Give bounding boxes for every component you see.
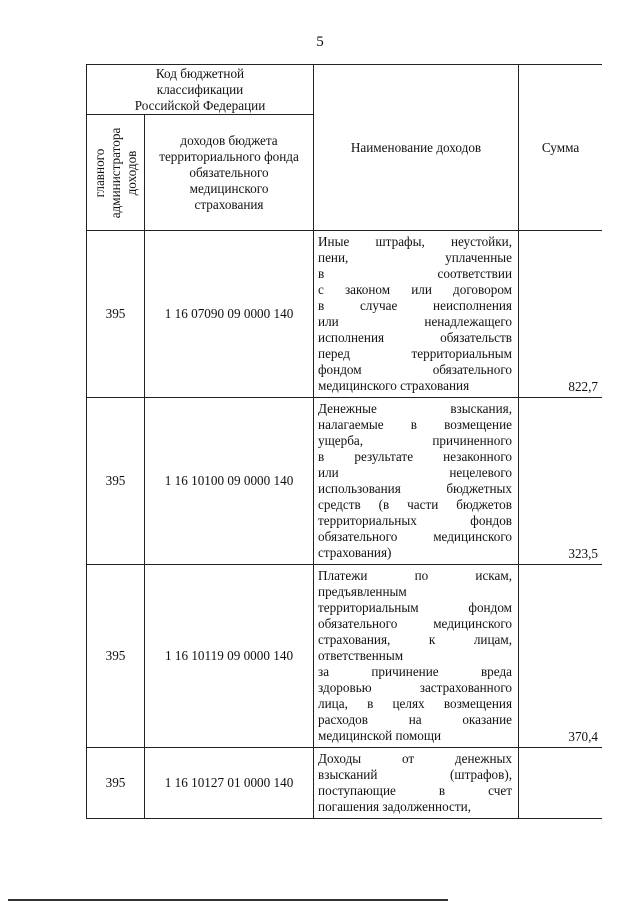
table-row — [87, 565, 603, 748]
income-name-line: пени, уплаченные — [318, 250, 513, 265]
page-number: 5 — [316, 34, 324, 50]
admin-code-cell: 395 — [87, 565, 145, 748]
income-name-line: исполнения обязательств — [318, 330, 513, 345]
income-name-line: или ненадлежащего — [318, 314, 513, 329]
income-code-header-line: медицинского — [189, 180, 269, 196]
budget-header-line: Российской Федерации — [134, 98, 266, 113]
income-name-line: Иные штрафы, неустойки, — [318, 234, 513, 249]
income-name-line: обязательного медицинского — [318, 616, 513, 631]
income-name-line: поступающие в счет — [318, 783, 513, 798]
income-name-line: взысканий (штрафов), — [318, 767, 513, 782]
income-name-cell — [314, 398, 519, 565]
revenue-table — [86, 64, 602, 819]
admin-code-cell: 395 — [87, 398, 145, 565]
income-name-line: с законом или договором — [318, 282, 513, 297]
income-name-line: за причинение вреда — [318, 664, 513, 679]
income-name-line: обязательного медицинского — [318, 529, 513, 544]
income-name-line: средств (в части бюджетов — [318, 497, 513, 512]
income-name-line: использования бюджетных — [318, 481, 513, 496]
revenue-table-container — [86, 64, 602, 838]
budget-header-line: Код бюджетной — [155, 66, 245, 81]
sum-cell: 323,5 — [519, 398, 602, 565]
income-name-line: в соответствии — [318, 266, 513, 281]
income-name-line: медицинского страхования — [318, 378, 470, 393]
sum-cell: 370,4 — [519, 565, 602, 748]
income-name-line: фондом обязательного — [318, 362, 513, 377]
income-code-header-line: территориального фонда — [159, 148, 299, 164]
income-code-cell: 1 16 10127 01 0000 140 — [145, 748, 314, 819]
admin-code-header — [87, 115, 145, 231]
income-code-header — [145, 115, 314, 231]
table-row — [87, 231, 603, 398]
admin-header-rotated — [92, 127, 140, 218]
budget-header-line: классификации — [156, 82, 244, 97]
income-name-line: медицинской помощи — [318, 728, 442, 743]
sum-header: Сумма — [519, 65, 602, 231]
income-name-header: Наименование доходов — [314, 65, 519, 231]
income-code-header-line: страхования — [194, 196, 264, 212]
income-name-line: лица, в целях возмещения — [318, 696, 513, 711]
admin-code-cell: 395 — [87, 748, 145, 819]
income-name-line: Денежные взыскания, — [318, 401, 513, 416]
income-name-line: предъявленным — [318, 584, 407, 599]
income-name-cell — [314, 748, 519, 819]
income-name-line: страхования) — [318, 545, 392, 560]
income-code-cell: 1 16 10100 09 0000 140 — [145, 398, 314, 565]
income-name-line: погашения задолженности, — [318, 799, 471, 814]
income-name-line: территориальных фондов — [318, 513, 513, 528]
income-code-header-line: обязательного — [189, 164, 269, 180]
income-name-line: расходов на оказание — [318, 712, 513, 727]
income-name-line: Доходы от денежных — [318, 751, 513, 766]
sum-cell — [519, 748, 602, 819]
income-code-header-line: доходов бюджета — [180, 132, 278, 148]
income-name-line: ущерба, причиненного — [318, 433, 513, 448]
income-code-cell: 1 16 07090 09 0000 140 — [145, 231, 314, 398]
income-name-line: Платежи по искам, — [318, 568, 513, 583]
table-row — [87, 748, 603, 819]
income-name-cell — [314, 565, 519, 748]
income-name-line: здоровью застрахованного — [318, 680, 513, 695]
income-name-line: территориальным фондом — [318, 600, 513, 615]
sum-cell: 822,7 — [519, 231, 602, 398]
income-name-line: или нецелевого — [318, 465, 513, 480]
bottom-rule — [8, 899, 448, 901]
income-code-cell: 1 16 10119 09 0000 140 — [145, 565, 314, 748]
income-name-line: налагаемые в возмещение — [318, 417, 513, 432]
budget-classification-header — [87, 65, 314, 115]
table-row — [87, 398, 603, 565]
admin-header-line: доходов — [123, 150, 139, 195]
admin-header-line: администратора — [107, 127, 123, 218]
admin-header-line: главного — [91, 148, 107, 197]
income-name-line: в результате незаконного — [318, 449, 513, 464]
income-name-cell — [314, 231, 519, 398]
header-row-top — [87, 65, 603, 115]
income-name-line: в случае неисполнения — [318, 298, 513, 313]
income-name-line: перед территориальным — [318, 346, 513, 361]
income-name-line: страхования, к лицам, — [318, 632, 513, 647]
admin-code-cell: 395 — [87, 231, 145, 398]
income-name-line: ответственным — [318, 648, 404, 663]
